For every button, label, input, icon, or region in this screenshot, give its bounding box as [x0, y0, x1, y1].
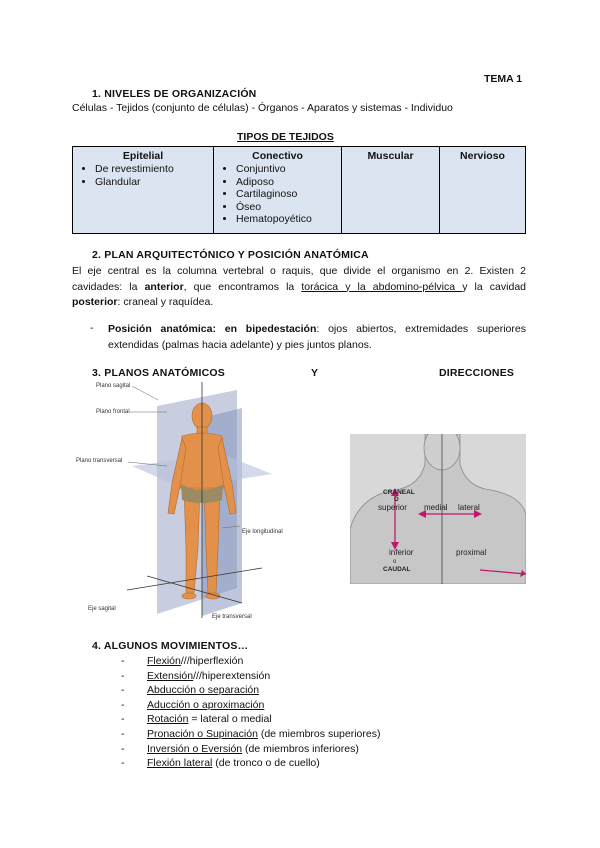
label-craneal: CRANEAL: [383, 489, 415, 496]
tejido-item: • De revestimiento: [95, 163, 207, 176]
label-eje-transversal: Eje transversal: [212, 614, 252, 620]
label-eje-longitudinal: Eje longitudinal: [242, 529, 283, 535]
section1-text: Células - Tejidos (conjunto de células) - Órganos - Aparatos y sistemas - Individuo: [72, 102, 453, 114]
section1-heading: 1. NIVELES DE ORGANIZACIÓN: [92, 88, 257, 100]
label-plano-sagital: Plano sagital: [96, 383, 131, 389]
label-lateral: lateral: [458, 503, 480, 512]
posicion-anatomica: Posición anatómica: en bipedestación: ojos abiertos, extremidades superiores extendidas (palmas hacia adelante) y pies juntos planos.: [108, 323, 526, 351]
tejido-conectivo: [214, 147, 342, 234]
section3-heading-y: Y: [311, 367, 319, 379]
tejido-item: • Cartilaginoso: [236, 188, 335, 201]
list-item: - Aducción o aproximación: [121, 698, 380, 713]
list-item: - Inversión o Eversión (de miembros inferiores): [121, 742, 380, 757]
anatomical-planes-figure: [72, 378, 302, 620]
list-item: - Pronación o Supinación (de miembros superiores): [121, 727, 380, 742]
list-item: - Flexión lateral (de tronco o de cuello): [121, 756, 380, 771]
tejido-item: • Óseo: [236, 201, 335, 214]
label-o2: o: [393, 559, 397, 565]
tejido-item: • Glandular: [95, 176, 207, 189]
list-item: - Extensión///hiperextensión: [121, 669, 380, 684]
movimientos-list: [121, 654, 380, 771]
section3-heading-direcciones: DIRECCIONES: [439, 367, 515, 379]
list-item: - Abducción o separación: [121, 683, 380, 698]
tejidos-table: [72, 146, 526, 234]
tejido-title: Muscular: [367, 150, 414, 162]
list-item: - Flexión///hiperflexión: [121, 654, 380, 669]
tejido-epitelial: [73, 147, 214, 234]
label-eje-sagital: Eje sagital: [88, 606, 116, 612]
list-item: - Rotación = lateral o medial: [121, 712, 380, 727]
label-o1: O: [394, 497, 399, 503]
tema-label: TEMA 1: [484, 73, 523, 85]
section4-heading: 4. ALGUNOS MOVIMIENTOS…: [92, 640, 249, 652]
label-proximal: proximal: [456, 548, 487, 557]
label-superior: superior: [378, 503, 407, 512]
directions-figure: [350, 434, 526, 584]
tejido-title: Conectivo: [252, 150, 303, 162]
section2-paragraph: El eje central es la columna vertebral o raquis, que divide el organismo en 2. Existen 2 cavidades: la anterior, que encontramos la torácica y la abdomino-pélvica y la cavidad posterior: craneal y raquídea.: [72, 265, 527, 308]
section3-heading: 3. PLANOS ANATÓMICOS: [92, 367, 225, 379]
bullet-dash: -: [90, 322, 94, 334]
tejido-title: Epitelial: [122, 150, 164, 162]
label-plano-transversal: Plano transversal: [76, 458, 123, 464]
label-plano-frontal: Plano frontal: [96, 409, 130, 415]
label-caudal: CAUDAL: [383, 566, 411, 573]
tejido-item: • Adiposo: [236, 176, 335, 189]
label-medial: medial: [424, 503, 448, 512]
tejidos-caption: TIPOS DE TEJIDOS: [237, 131, 334, 143]
tejido-muscular: [342, 147, 440, 234]
label-inferior: inferior: [389, 548, 414, 557]
section2-heading: 2. PLAN ARQUITECTÓNICO Y POSICIÓN ANATÓMICA: [92, 249, 369, 261]
tejido-title: Nervioso: [460, 150, 505, 162]
tejido-nervioso: [440, 147, 526, 234]
tejido-item: • Hematopoyético: [236, 213, 335, 226]
tejido-item: • Conjuntivo: [236, 163, 335, 176]
